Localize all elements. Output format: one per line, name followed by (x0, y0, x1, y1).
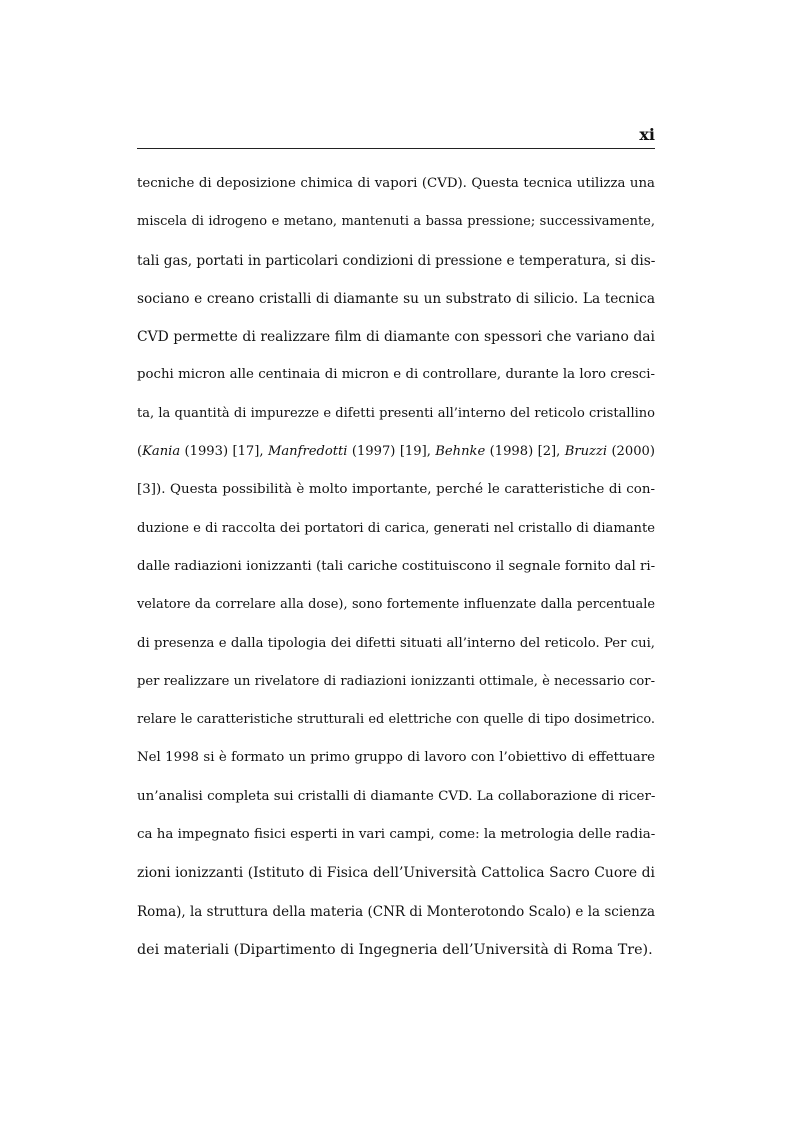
citation-author: Manfredotti (267, 444, 348, 460)
text-line: Nel 1998 si è formato un primo gruppo di lavoro con l’obiettivo di effettuare (137, 750, 655, 766)
page-number: xi (639, 125, 655, 144)
citation-text: (2000) (607, 444, 655, 460)
text-line: tecniche di deposizione chimica di vapori (CVD). Questa tecnica utilizza una (137, 176, 655, 191)
text-line: ca ha impegnato fisici esperti in vari campi, come: la metrologia delle radia- (137, 827, 655, 843)
running-header (137, 124, 655, 149)
text-line: CVD permette di realizzare film di diamante con spessori che variano dai (137, 329, 655, 346)
citation-text: (1997) [19], (347, 444, 436, 460)
text-line: di presenza e dalla tipologia dei difetti situati all’interno del reticolo. Per cui, (137, 635, 655, 651)
citation-text: ( (137, 444, 143, 460)
text-line: sociano e creano cristalli di diamante su un substrato di silicio. La tecnica (137, 290, 655, 307)
text-line: un’analisi completa sui cristalli di diamante CVD. La collaborazione di ricer- (137, 788, 655, 804)
citation-author: Behnke (435, 444, 486, 460)
text-line: ta, la quantità di impurezze e difetti presenti all’interno del reticolo cristallino (137, 405, 655, 421)
text-line: per realizzare un rivelatore di radiazioni ionizzanti ottimale, è necessario cor- (137, 673, 655, 689)
citation-author: Kania (142, 444, 181, 460)
body-paragraph (137, 171, 655, 975)
citation-text: (1998) [2], (485, 444, 565, 460)
text-line: zioni ionizzanti (Istituto di Fisica dell’Università Cattolica Sacro Cuore di (137, 865, 655, 882)
text-line: velatore da correlare alla dose), sono fortemente influenzate dalla percentuale (137, 597, 655, 613)
citation-author: Bruzzi (564, 444, 608, 460)
text-line: tali gas, portati in particolari condizioni di pressione e temperatura, si dis- (137, 252, 655, 269)
text-line: pochi micron alle centinaia di micron e di controllare, durante la loro cresci- (137, 367, 655, 383)
citation-line (137, 439, 655, 477)
text-line-last: dei materiali (Dipartimento di Ingegneria dell’Università di Roma Tre). (137, 941, 653, 958)
citation-text: (1993) [17], (180, 444, 268, 460)
text-line: miscela di idrogeno e metano, mantenuti a bassa pressione; successivamente, (137, 214, 655, 230)
text-line: Roma), la struttura della materia (CNR di Monterotondo Scalo) e la scienza (137, 903, 655, 920)
text-line: [3]). Questa possibilità è molto importante, perché le caratteristiche di con- (137, 482, 655, 498)
text-line: duzione e di raccolta dei portatori di carica, generati nel cristallo di diamante (137, 520, 655, 536)
text-line: dalle radiazioni ionizzanti (tali cariche costituiscono il segnale fornito dal ri- (137, 558, 655, 574)
text-line: relare le caratteristiche strutturali ed elettriche con quelle di tipo dosimetrico. (137, 712, 655, 728)
